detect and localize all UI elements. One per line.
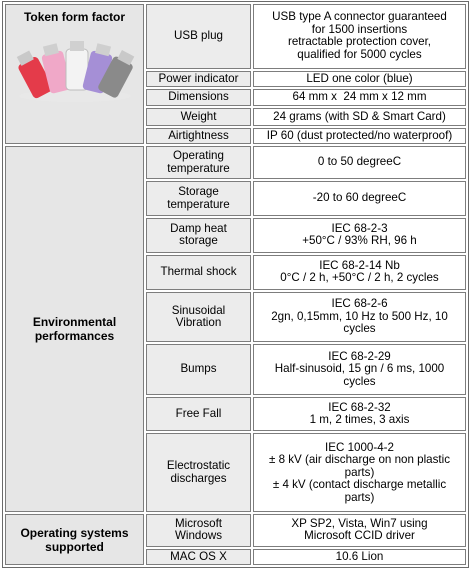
property-airtightness: Airtightness [146, 128, 251, 144]
property-thermal-shock: Thermal shock [146, 255, 251, 291]
value-airtightness: IP 60 (dust protected/no waterproof) [253, 128, 466, 144]
row-operating-temperature [5, 146, 466, 180]
value-usb-plug: USB type A connector guaranteed for 1500 insertions retractable protection cover, qualified for 5000 cycles [253, 4, 466, 69]
value-operating-temperature: 0 to 50 degreeC [253, 146, 466, 180]
value-thermal-shock: IEC 68-2-14 Nb 0°C / 2 h, +50°C / 2 h, 2 cycles [253, 255, 466, 291]
property-free-fall: Free Fall [146, 397, 251, 432]
category-title: Token form factor [23, 10, 126, 24]
property-operating-temperature: Operating temperature [146, 146, 251, 180]
value-storage-temperature: -20 to 60 degreeC [253, 181, 466, 216]
value-mac-os-x: 10.6 Lion [253, 549, 466, 565]
spec-table [2, 1, 469, 568]
property-microsoft-windows: Microsoft Windows [146, 514, 251, 546]
value-free-fall: IEC 68-2-32 1 m, 2 times, 3 axis [253, 397, 466, 432]
property-storage-temperature: Storage temperature [146, 181, 251, 216]
property-sinusoidal-vibration: Sinusoidal Vibration [146, 292, 251, 342]
token-devices-image [15, 36, 135, 104]
property-mac-os-x: MAC OS X [146, 549, 251, 565]
row-microsoft-windows [5, 514, 466, 546]
property-damp-heat-storage: Damp heat storage [146, 218, 251, 253]
category-token-form-factor [5, 4, 144, 144]
value-electrostatic-discharges: IEC 1000-4-2 ± 8 kV (air discharge on non plastic parts) ± 4 kV (contact discharge metallic parts) [253, 433, 466, 512]
value-dimensions: 64 mm x 24 mm x 12 mm [253, 89, 466, 106]
value-microsoft-windows: XP SP2, Vista, Win7 using Microsoft CCID driver [253, 514, 466, 546]
value-damp-heat-storage: IEC 68-2-3 +50°C / 93% RH, 96 h [253, 218, 466, 253]
property-electrostatic-discharges: Electrostatic discharges [146, 433, 251, 512]
property-weight: Weight [146, 108, 251, 125]
value-bumps: IEC 68-2-29 Half-sinusoid, 15 gn / 6 ms, 1000 cycles [253, 344, 466, 395]
category-environmental-performances: Environmental performances [5, 146, 144, 512]
property-usb-plug: USB plug [146, 4, 251, 69]
value-weight: 24 grams (with SD & Smart Card) [253, 108, 466, 125]
row-usb-plug [5, 4, 466, 69]
property-bumps: Bumps [146, 344, 251, 395]
property-power-indicator: Power indicator [146, 71, 251, 87]
property-dimensions: Dimensions [146, 89, 251, 106]
category-operating-systems: Operating systems supported [5, 514, 144, 565]
value-sinusoidal-vibration: IEC 68-2-6 2gn, 0,15mm, 10 Hz to 500 Hz, 10 cycles [253, 292, 466, 342]
value-power-indicator: LED one color (blue) [253, 71, 466, 87]
